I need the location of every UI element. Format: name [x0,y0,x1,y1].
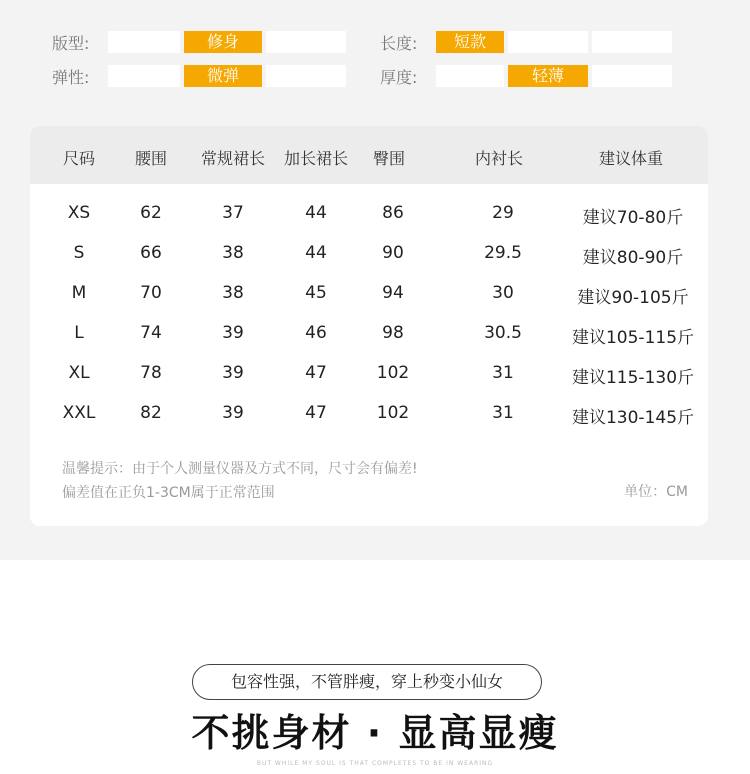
cell-size: S [73,243,85,263]
attr-elasticity [52,64,346,88]
attr-thickness-label: 厚度: [380,67,418,87]
cell-size: XL [68,363,90,383]
unit-label: 单位：CM [624,484,688,500]
cell-long-length: 44 [305,203,327,223]
cell-lining-length: 31 [492,363,514,383]
cell-long-length: 45 [305,283,327,303]
attr-fit-scale [108,31,346,53]
header-regular-length: 常规裙长 [200,149,266,168]
promo-headline: 不挑身材 · 显高显瘦 [191,711,559,755]
attr-length-label: 长度: [380,33,418,53]
attr-length-option-1: 短款 [436,31,504,53]
header-size: 尺码 [62,149,96,168]
cell-suggested-weight: 建议115-130斤 [571,368,695,388]
attr-elasticity-option-2: 微弹 [184,65,262,87]
cell-waist: 74 [140,323,162,343]
attr-elasticity-scale [108,65,346,87]
cell-regular-length: 38 [222,283,244,303]
measurement-tip-line-2: 偏差值在正负1-3CM属于正常范围 [62,485,275,501]
promo-small-print: BUT WHILE MY SOUL IS THAT COMPLETES TO BE IN WEARING [256,760,494,767]
size-table-header [30,126,708,184]
header-suggested-weight: 建议体重 [598,149,664,168]
attr-elasticity-option-1 [108,65,180,87]
cell-size: XS [67,203,91,223]
cell-hip: 86 [382,203,404,223]
cell-hip: 102 [376,363,410,383]
header-waist: 腰围 [134,149,168,168]
size-chart-card [30,126,708,526]
cell-suggested-weight: 建议70-80斤 [582,208,684,228]
cell-regular-length: 39 [222,403,244,423]
promo-tagline: 包容性强，不管胖瘦，穿上秒变小仙女 [192,664,542,700]
cell-long-length: 47 [305,403,327,423]
attr-fit [52,30,346,54]
cell-hip: 94 [382,283,404,303]
cell-suggested-weight: 建议130-145斤 [571,408,695,428]
cell-hip: 98 [382,323,404,343]
cell-size: L [74,323,84,343]
cell-suggested-weight: 建议90-105斤 [577,288,689,308]
header-long-length: 加长裙长 [283,149,349,168]
cell-long-length: 47 [305,363,327,383]
cell-waist: 78 [140,363,162,383]
attr-fit-label: 版型: [52,33,90,53]
cell-regular-length: 38 [222,243,244,263]
attr-length [380,30,672,54]
cell-size: XXL [62,403,96,423]
attr-fit-option-3 [266,31,346,53]
attr-thickness-scale [436,65,672,87]
cell-long-length: 44 [305,243,327,263]
cell-lining-length: 29 [492,203,514,223]
cell-waist: 82 [140,403,162,423]
attr-thickness [380,64,672,88]
attr-length-option-2 [508,31,588,53]
header-hip: 臀围 [372,149,406,168]
cell-waist: 62 [140,203,162,223]
attr-elasticity-label: 弹性: [52,67,90,87]
cell-waist: 70 [140,283,162,303]
attr-thickness-option-1 [436,65,504,87]
cell-lining-length: 30.5 [484,323,522,343]
attr-fit-option-1 [108,31,180,53]
cell-hip: 102 [376,403,410,423]
cell-hip: 90 [382,243,404,263]
cell-lining-length: 29.5 [484,243,522,263]
attr-thickness-option-3 [592,65,672,87]
measurement-tip-line-1: 温馨提示：由于个人测量仪器及方式不同，尺寸会有偏差! [62,461,418,477]
cell-suggested-weight: 建议105-115斤 [571,328,695,348]
cell-regular-length: 39 [222,363,244,383]
attr-length-scale [436,31,672,53]
cell-lining-length: 30 [492,283,514,303]
cell-regular-length: 37 [222,203,244,223]
cell-waist: 66 [140,243,162,263]
cell-long-length: 46 [305,323,327,343]
attr-length-option-3 [592,31,672,53]
attr-thickness-option-2: 轻薄 [508,65,588,87]
cell-suggested-weight: 建议80-90斤 [582,248,684,268]
attr-fit-option-2: 修身 [184,31,262,53]
cell-regular-length: 39 [222,323,244,343]
header-lining-length: 内衬长 [474,149,524,168]
cell-size: M [71,283,87,303]
cell-lining-length: 31 [492,403,514,423]
attr-elasticity-option-3 [266,65,346,87]
